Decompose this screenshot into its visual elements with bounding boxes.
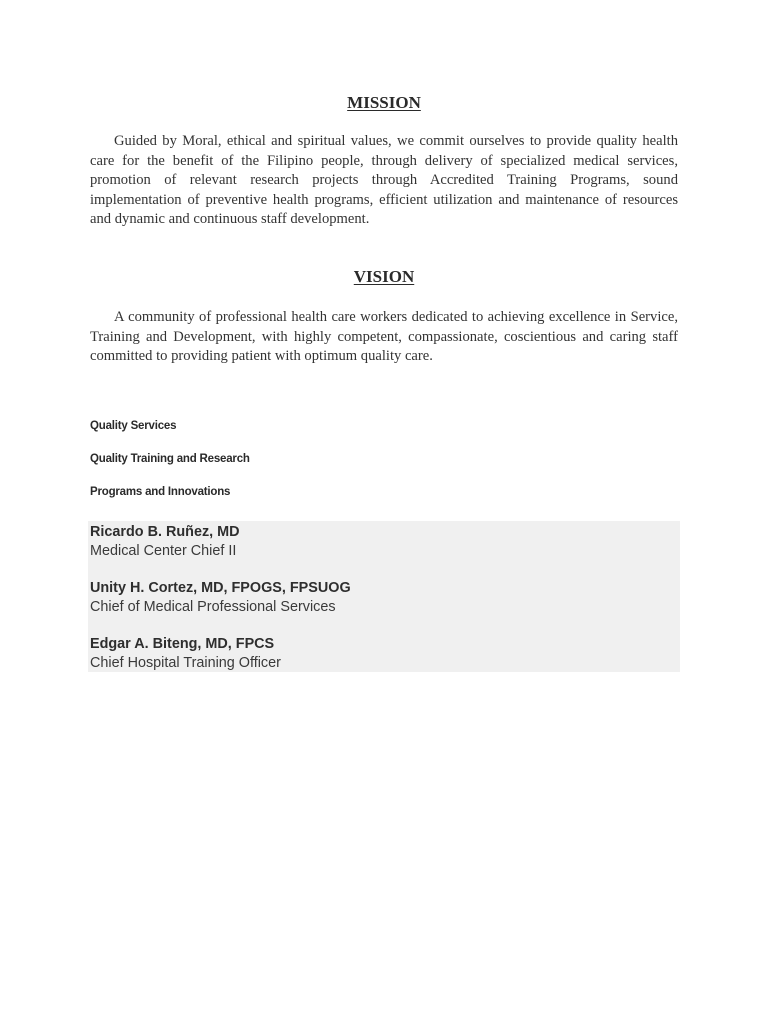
officer-name: Edgar A. Biteng, MD, FPCS bbox=[90, 636, 275, 652]
officer-title: Medical Center Chief II bbox=[90, 543, 237, 559]
value-item-quality-training: Quality Training and Research bbox=[90, 453, 250, 465]
officer-title: Chief Hospital Training Officer bbox=[90, 655, 281, 671]
value-item-programs-innovations: Programs and Innovations bbox=[90, 486, 231, 498]
mission-paragraph: Guided by Moral, ethical and spiritual values, we commit ourselves to provide quality health care for the benefit of the Filipino people, through delivery of specialized medical services, promotion of relevant research projects through Accredited Training Programs, sound implementation of preventive health programs, efficient utilization and maintenance of resources and dynamic and continuous staff development. bbox=[90, 133, 678, 227]
officer-title: Chief of Medical Professional Services bbox=[90, 599, 336, 615]
officer-name: Ricardo B. Ruñez, MD bbox=[90, 524, 240, 540]
officer-entry bbox=[90, 579, 351, 617]
officer-entry bbox=[90, 523, 240, 561]
mission-heading: MISSION bbox=[347, 93, 421, 112]
officer-entry bbox=[90, 635, 281, 673]
officer-name: Unity H. Cortez, MD, FPOGS, FPSUOG bbox=[90, 580, 351, 596]
officers-panel bbox=[88, 521, 680, 672]
vision-paragraph: A community of professional health care workers dedicated to achieving excellence in Service, Training and Development, with highly competent, compassionate, coscientious and caring staff committed to providing patient with optimum quality care. bbox=[90, 309, 678, 364]
vision-heading: VISION bbox=[353, 267, 415, 286]
value-item-quality-services: Quality Services bbox=[90, 420, 177, 432]
